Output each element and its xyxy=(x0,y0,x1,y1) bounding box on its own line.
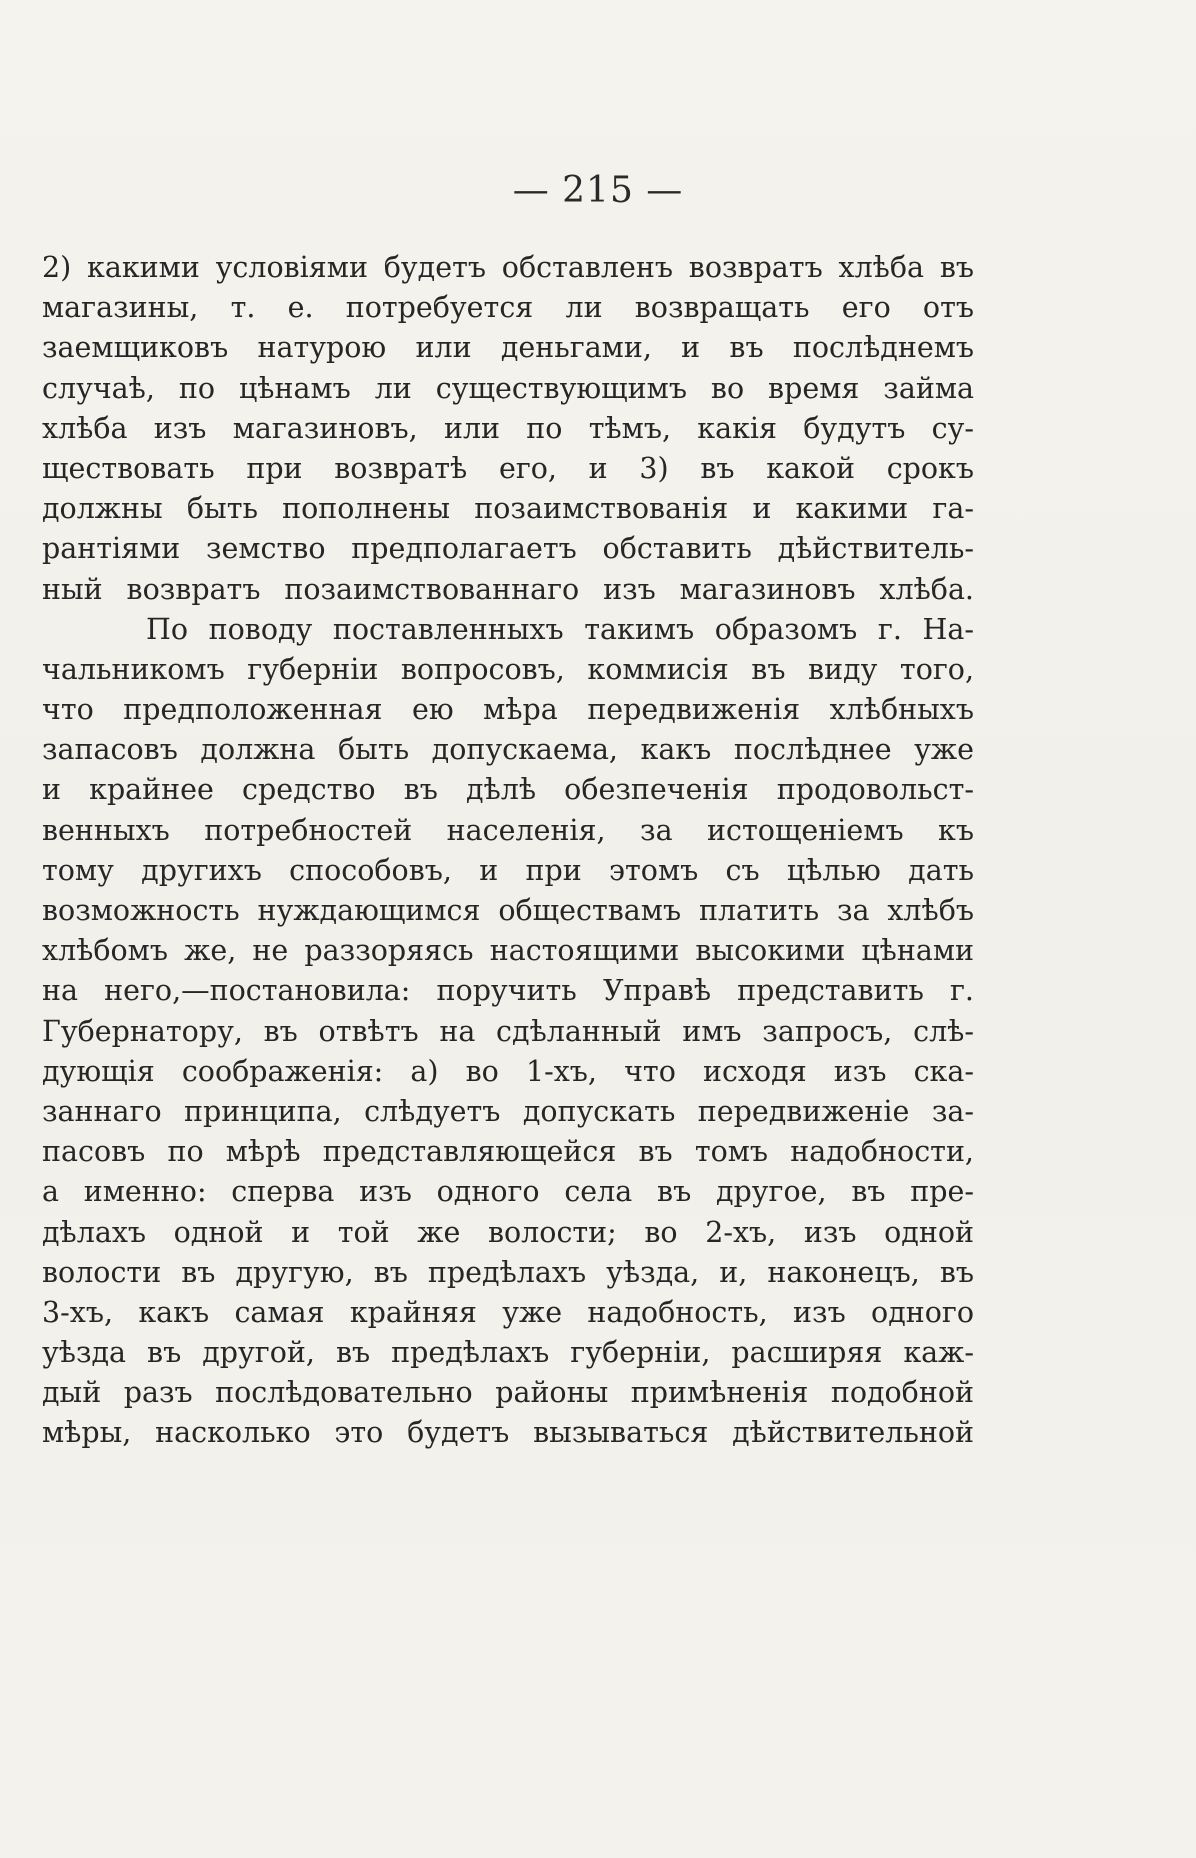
text-line: 2) какими условіями будетъ обставленъ возвратъ хлѣба въ xyxy=(42,251,974,284)
text-line: заемщиковъ натурою или деньгами, и въ послѣднемъ xyxy=(42,331,974,365)
text-line: и крайнее средство въ дѣлѣ обезпеченія продовольст- xyxy=(42,773,974,807)
text-line: 3-хъ, какъ самая крайняя уже надобность, изъ одного xyxy=(42,1295,974,1329)
text-line: тому другихъ способовъ, и при этомъ съ цѣлью дать xyxy=(42,853,974,887)
text-line: мѣры, насколько это будетъ вызываться дѣйствительной xyxy=(42,1416,974,1450)
text-line: чальникомъ губерніи вопросовъ, коммисія въ виду того, xyxy=(42,652,974,686)
text-line: что предположенная ею мѣра передвиженія хлѣбныхъ xyxy=(42,693,974,727)
text-line: случаѣ, по цѣнамъ ли существующимъ во время займа xyxy=(42,371,974,405)
text-line: уѣзда въ другой, въ предѣлахъ губерніи, расширяя каж- xyxy=(42,1336,974,1370)
text-line: ный возвратъ позаимствованнаго изъ магазиновъ хлѣба. xyxy=(42,572,974,606)
body-text xyxy=(42,248,974,1454)
text-line: хлѣба изъ магазиновъ, или по тѣмъ, какія будутъ су- xyxy=(42,411,974,445)
text-line: пасовъ по мѣрѣ представляющейся въ томъ надобности, xyxy=(42,1135,974,1169)
text-line: дый разъ послѣдовательно районы примѣненія подобной xyxy=(42,1376,974,1410)
text-line: Губернатору, въ отвѣтъ на сдѣланный имъ запросъ, слѣ- xyxy=(42,1014,974,1048)
page-number: — 215 — xyxy=(512,170,684,211)
text-line: должны быть пополнены позаимствованія и какими га- xyxy=(42,492,974,526)
text-line: заннаго принципа, слѣдуетъ допускать передвиженіе за- xyxy=(42,1094,974,1128)
text-line: венныхъ потребностей населенія, за истощеніемъ къ xyxy=(42,813,974,847)
text-line: ществовать при возвратѣ его, и 3) въ какой срокъ xyxy=(42,451,974,485)
text-line: магазины, т. е. потребуется ли возвращать его отъ xyxy=(42,291,974,325)
text-line: запасовъ должна быть допускаема, какъ послѣднее уже xyxy=(42,733,974,767)
text-line: на него,—постановила: поручить Управѣ представить г. xyxy=(42,974,974,1008)
text-line: рантіями земство предполагаетъ обставить дѣйствитель- xyxy=(42,532,974,566)
text-line: хлѣбомъ же, не раззоряясь настоящими высокими цѣнами xyxy=(42,934,974,968)
text-line: возможность нуждающимся обществамъ платить за хлѣбъ xyxy=(42,894,974,927)
text-line: дующія соображенія: а) во 1-хъ, что исходя изъ ска- xyxy=(42,1054,974,1088)
text-line: а именно: сперва изъ одного села въ другое, въ пре- xyxy=(42,1175,974,1209)
text-line: дѣлахъ одной и той же волости; во 2-хъ, изъ одной xyxy=(42,1215,974,1249)
text-line: волости въ другую, въ предѣлахъ уѣзда, и, наконецъ, въ xyxy=(42,1255,974,1289)
paragraph-start-line: По поводу поставленныхъ такимъ образомъ г. На- xyxy=(146,612,974,646)
